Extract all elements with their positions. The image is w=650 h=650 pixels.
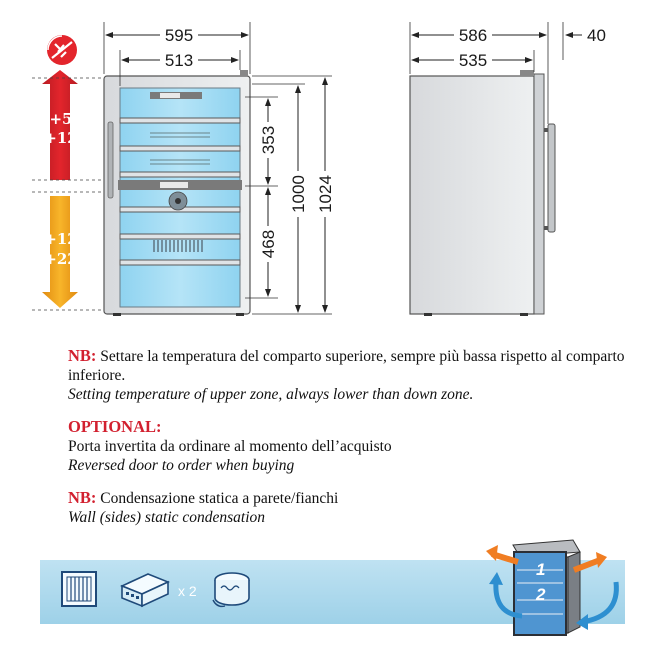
zone-one-label: 1 xyxy=(536,560,546,579)
lower-zone-min: +12 xyxy=(44,230,78,248)
shelf-icon xyxy=(122,574,197,606)
note-label: NB: xyxy=(68,488,97,507)
upper-zone-height-label: 353 xyxy=(259,125,278,155)
height-dims xyxy=(245,76,335,314)
body-height-label: 1000 xyxy=(289,175,308,213)
upper-zone-max: +12 xyxy=(44,129,78,147)
notes-section xyxy=(68,346,628,540)
note-english: Reversed door to order when buying xyxy=(68,457,295,474)
side-handle xyxy=(548,124,555,232)
front-width-inner-label: 513 xyxy=(164,51,194,70)
lower-zone-max: +22 xyxy=(44,250,78,268)
front-width-outer-label: 595 xyxy=(164,26,194,45)
front-view xyxy=(104,70,250,316)
side-view xyxy=(410,70,555,316)
upper-zone-min: +5 xyxy=(49,110,73,128)
shelf-multiplier: x 2 xyxy=(178,583,197,599)
note-italian: Settare la temperatura del comparto superiore, sempre più bassa rispetto al comparto inferiore. xyxy=(68,348,625,384)
note-italian: Porta invertita da ordinare al momento dell’acquisto xyxy=(68,438,392,455)
note-label: OPTIONAL: xyxy=(68,417,162,436)
total-height-label: 1024 xyxy=(316,175,335,213)
note-english: Wall (sides) static condensation xyxy=(68,509,266,526)
note-italian: Condensazione statica a parete/fianchi xyxy=(100,490,339,507)
note-optional xyxy=(68,417,628,475)
upper-zone-arrow xyxy=(42,70,78,180)
humidity-tank-icon xyxy=(213,573,249,606)
side-depth-total-label: 586 xyxy=(458,26,488,45)
accessories-drawing xyxy=(0,530,650,650)
note-english: Setting temperature of upper zone, always lower than down zone. xyxy=(68,386,474,403)
wall-gap-label: 40 xyxy=(587,26,606,45)
lower-zone-height-label: 468 xyxy=(259,229,278,259)
note-condensation xyxy=(68,488,628,527)
dual-zone-icon xyxy=(47,35,77,65)
note-temperature xyxy=(68,346,628,404)
side-depth-body-label: 535 xyxy=(458,51,488,70)
door-handle xyxy=(108,122,113,198)
filter-icon xyxy=(62,572,96,606)
lower-zone-arrow xyxy=(42,196,78,308)
note-label: NB: xyxy=(68,346,97,365)
zone-two-label: 2 xyxy=(536,585,546,604)
airflow-cabinet xyxy=(486,540,616,635)
